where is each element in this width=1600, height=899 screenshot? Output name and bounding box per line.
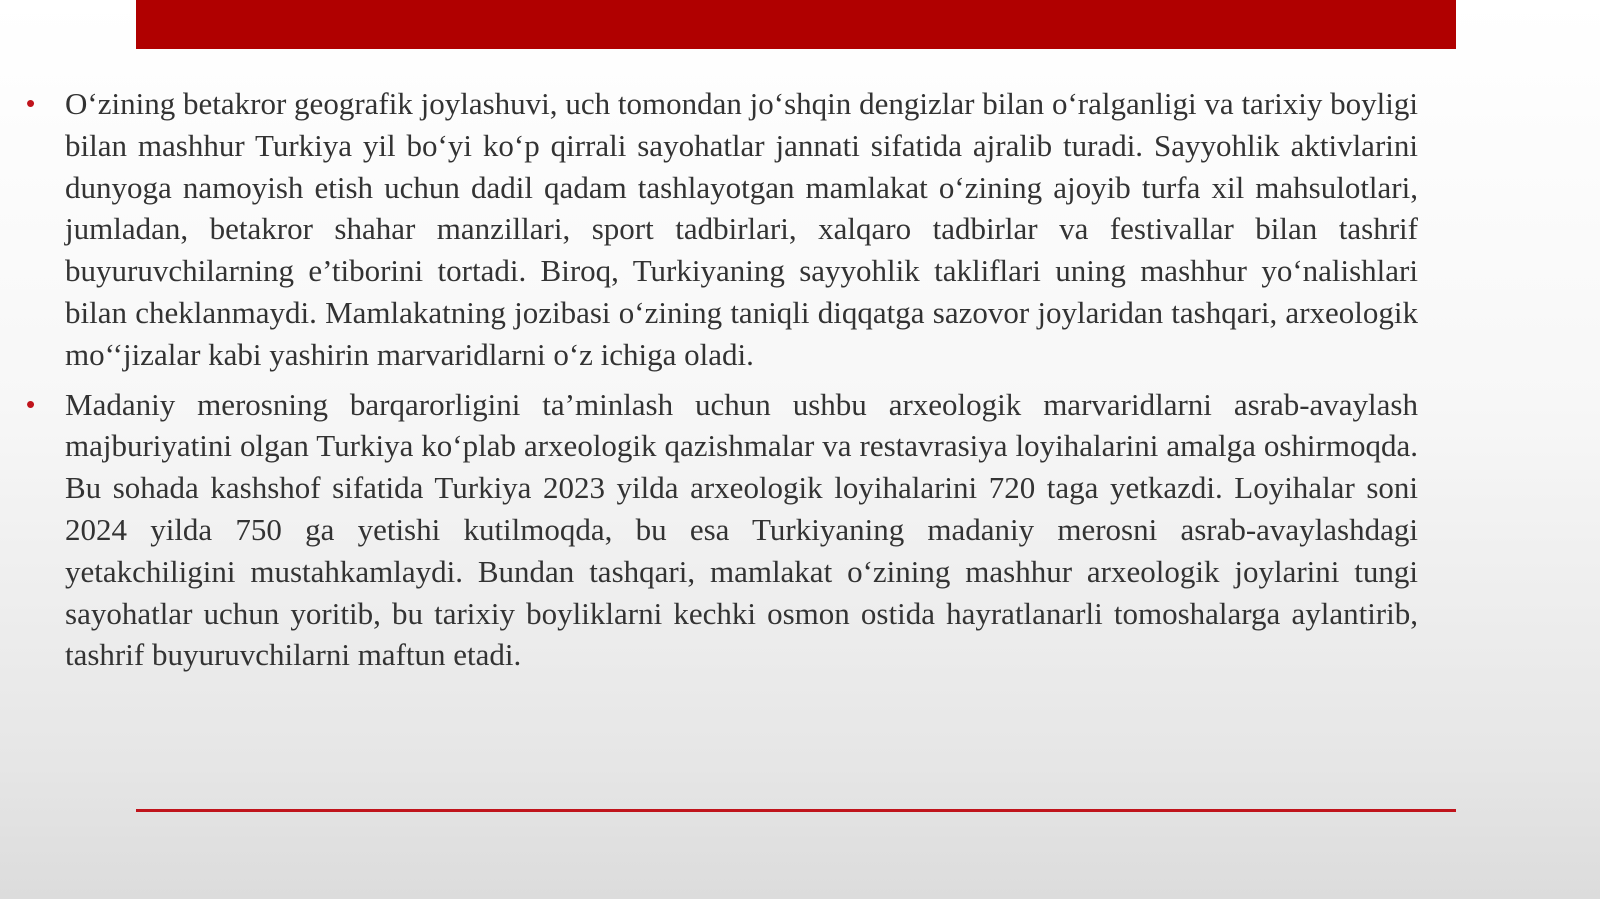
header-accent-bar [136, 0, 1456, 49]
bullet-text: O‘zining betakror geografik joylashuvi, uch tomondan jo‘shqin dengizlar bilan o‘ralganligi va tarixiy boyligi bilan mashhur Turkiya yil bo‘yi ko‘p qirrali sayohatlar jannati sifatida ajralib turadi. Sayyohlik aktivlarini dunyoga namoyish etish uchun dadil qadam tashlayotgan mamlakat o‘zining ajoyib turfa xil mahsulotlari, jumladan, betakror shahar manzillari, sport tadbirlari, xalqaro tadbirlar va festivallar bilan tashrif buyuruvchilarning e’tiborini tortadi. Biroq, Turkiyaning sayyohlik takliflari uning mashhur yo‘nalishlari bilan cheklanmaydi. Mamlakatning jozibasi o‘zining taniqli diqqatga sazovor joylaridan tashqari, arxeologik mo‘‘jizalar kabi yashirin marvaridlarni o‘z ichiga oladi. [65, 86, 1418, 372]
footer-divider [136, 809, 1456, 812]
slide-body [26, 83, 1418, 684]
bullet-text: Madaniy merosning barqarorligini ta’minlash uchun ushbu arxeologik marvaridlarni asrab-avaylash majburiyatini olgan Turkiya ko‘plab arxeologik qazishmalar va restavrasiya loyihalarini amalga oshirmoqda. Bu sohada kashshof sifatida Turkiya 2023 yilda arxeologik loyihalarini 720 taga yetkazdi. Loyihalar soni 2024 yilda 750 ga yetishi kutilmoqda, bu esa Turkiyaning madaniy merosni asrab-avaylashdagi yetakchiligini mustahkamlaydi. Bundan tashqari, mamlakat o‘zining mashhur arxeologik joylarini tungi sayohatlar uchun yoritib, bu tarixiy boyliklarni kechki osmon ostida hayratlanarli tomoshalarga aylantirib, tashrif buyuruvchilarni maftun etadi. [65, 386, 1418, 673]
bullet-marker-icon: • [26, 388, 36, 419]
bullet-item [26, 384, 1418, 677]
bullet-marker-icon: • [26, 88, 36, 118]
bullet-item [26, 83, 1418, 376]
